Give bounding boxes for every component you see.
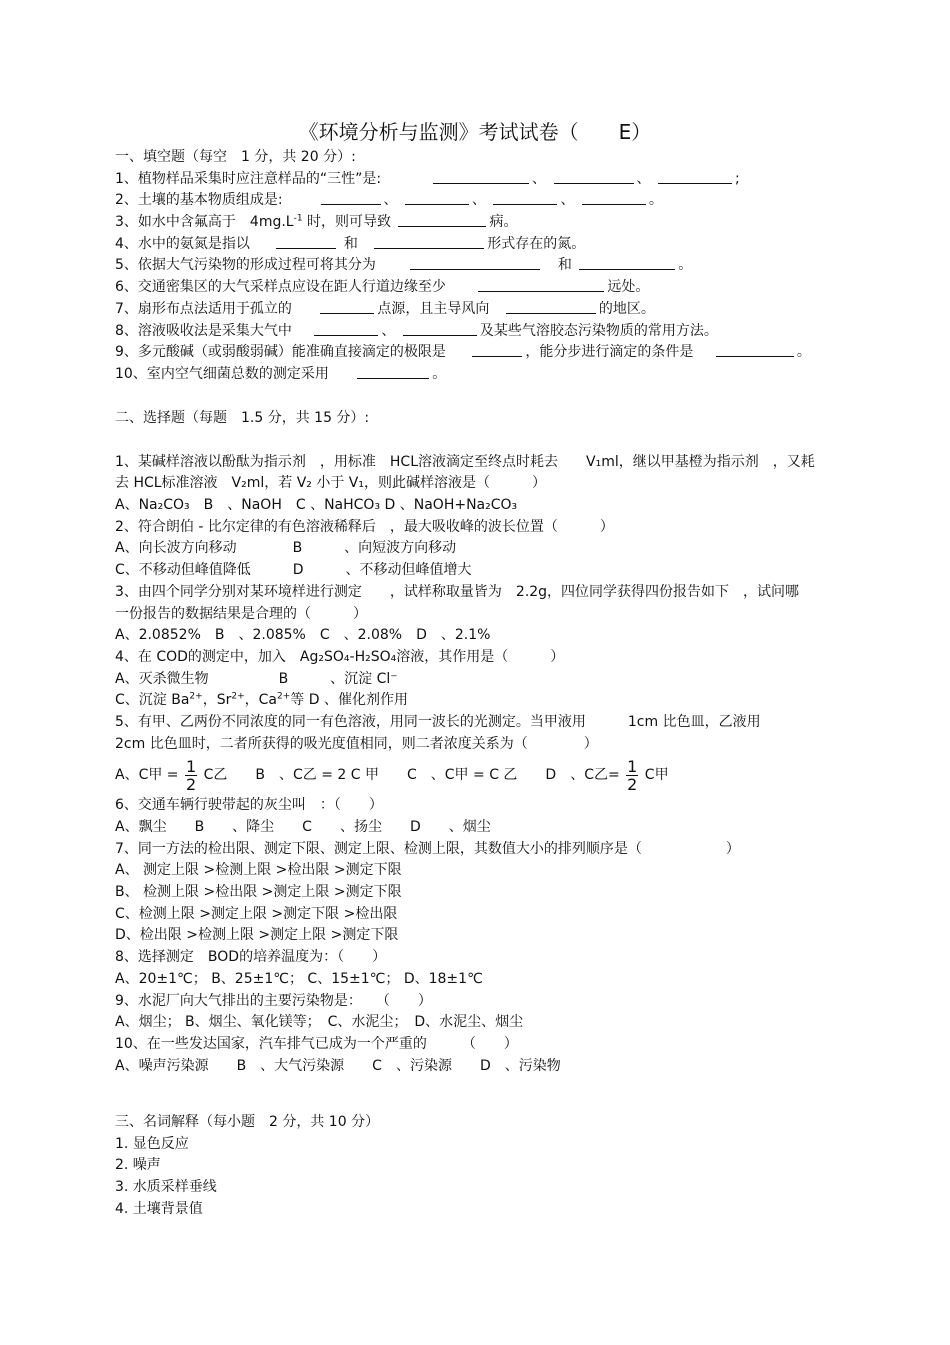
fraction: $\frac{1}{2}$ xyxy=(186,756,197,794)
question-2-2-options: C、不移动但峰值降低 D 、不移动但峰值增大 xyxy=(115,562,472,579)
question-1-10: 10、室内空气细菌总数的测定采用 。 xyxy=(115,365,447,382)
question-2-7-option-d: D、检出限 >检测上限 >测定上限 >测定下限 xyxy=(115,927,399,944)
answer-blank[interactable] xyxy=(398,212,486,227)
question-2-8-options: A、20±1℃； B、25±1℃； C、15±1℃； D、18±1℃ xyxy=(115,970,483,987)
question-2-9-options: A、烟尘； B、烟尘、氧化镁等； C、水泥尘； D、水泥尘、烟尘 xyxy=(115,1014,524,1031)
question-2-9: 9、水泥厂向大气排出的主要污染物是： （ ） xyxy=(115,992,432,1009)
question-2-7-option-b: B、 检测上限 >检出限 >测定上限 >测定下限 xyxy=(115,884,402,901)
definition-item: 4. 土壤背景值 xyxy=(115,1200,203,1217)
question-1-3: 3、如水中含氟高于 $4mg.L^{-1}$ 时，则可导致 病。 xyxy=(115,213,518,231)
answer-blank[interactable] xyxy=(374,234,484,249)
answer-blank[interactable] xyxy=(716,342,794,357)
answer-blank[interactable] xyxy=(493,190,557,205)
answer-blank[interactable] xyxy=(357,364,429,379)
page-title: 《环境分析与监测》考试试卷（ E） xyxy=(298,120,652,144)
question-2-10-options: A、噪声污染源 B 、大气污染源 C 、污染源 D 、污染物 xyxy=(115,1057,561,1074)
question-2-4-options: C、沉淀 $Ba^{2+}$，$Sr^{2+}$，$Ca^{2+}$等 D 、催化剂作用 xyxy=(115,691,408,709)
question-2-8: 8、选择测定 BOD的培养温度为：（ ） xyxy=(115,949,387,966)
question-1-2: 2、土壤的基本物质组成是: 、 、 、 。 xyxy=(115,192,663,209)
answer-blank[interactable] xyxy=(314,321,378,336)
answer-blank[interactable] xyxy=(579,255,675,270)
question-2-1-cont: 去 HCL标准溶液 V₂ml，若 V₂ 小于 V₁，则此碱样溶液是（ ） xyxy=(115,475,546,492)
question-2-6: 6、交通车辆行驶带起的灰尘叫 ：（ ） xyxy=(115,797,383,814)
section-header: 一、填空题（每空 1 分，共 20 分）: xyxy=(115,149,356,165)
answer-blank[interactable] xyxy=(321,190,381,205)
fraction: $\frac{1}{2}$ xyxy=(627,756,638,794)
question-1-7: 7、扇形布点法适用于孤立的 点源，且主导风向 的地区。 xyxy=(115,300,655,317)
question-1-6: 6、交通密集区的大气采样点应设在距人行道边缘至少 远处。 xyxy=(115,279,650,296)
answer-blank[interactable] xyxy=(658,169,732,184)
question-2-5: 5、有甲、乙两份不同浓度的同一有色溶液，用同一波长的光测定。当甲液用 1cm 比色皿，乙液用 xyxy=(115,713,761,730)
answer-blank[interactable] xyxy=(478,277,604,292)
answer-blank[interactable] xyxy=(472,342,522,357)
question-2-4: 4、在 COD的测定中，加入 Ag₂SO₄-H₂SO₄溶液，其作用是（ ） xyxy=(115,648,565,665)
section-definitions xyxy=(115,1112,845,1220)
answer-blank[interactable] xyxy=(405,190,469,205)
question-2-2: 2、符合朗伯 - 比尔定律的有色溶液稀释后 ，最大吸收峰的波长位置（ ） xyxy=(115,518,614,535)
question-2-1-options: A、Na₂CO₃ B 、NaOH C 、NaHCO₃ D 、NaOH+Na₂CO₃ xyxy=(115,497,518,514)
question-2-5-options: A、C甲 = $\frac{1}{2}$ C乙 B 、C乙 = 2 C 甲 C 、C甲 = C 乙 D 、C乙= $\frac{1}{2}$ C甲 xyxy=(115,756,669,794)
definition-item: 3. 水质采样垂线 xyxy=(115,1179,217,1196)
answer-blank[interactable] xyxy=(320,299,374,314)
answer-blank[interactable] xyxy=(410,255,540,270)
question-2-4-options: A、灭杀微生物 B 、沉淀 Cl⁻ xyxy=(115,670,398,687)
question-2-7: 7、同一方法的检出限、测定下限、测定上限、检测上限，其数值大小的排列顺序是（ ） xyxy=(115,840,740,857)
question-2-10: 10、在一些发达国家，汽车排气已成为一个严重的 （ ） xyxy=(115,1035,518,1052)
section-multiple-choice xyxy=(115,408,845,1077)
answer-blank[interactable] xyxy=(582,190,646,205)
question-2-6-options: A、飘尘 B 、降尘 C 、扬尘 D 、烟尘 xyxy=(115,819,491,835)
question-2-3-options: A、2.0852% B 、2.085% C 、2.08% D 、2.1% xyxy=(115,627,491,644)
answer-blank[interactable] xyxy=(403,321,477,336)
question-2-5-cont: 2cm 比色皿时，二者所获得的吸光度值相同，则二者浓度关系为（ ） xyxy=(115,735,598,752)
question-2-7-option-c: C、检测上限 >测定上限 >测定下限 >检出限 xyxy=(115,905,398,922)
question-2-3: 3、由四个同学分别对某环境样进行测定 ，试样称取量皆为 2.2g，四位同学获得四份报告如下 ，试问哪 xyxy=(115,583,800,600)
section-fill-blank xyxy=(115,147,845,386)
question-1-4: 4、水中的氨氮是指以 和 形式存在的氮。 xyxy=(115,235,586,252)
question-1-5: 5、依据大气污染物的形成过程可将其分为 和 。 xyxy=(115,257,693,274)
question-2-7-option-a: A、 测定上限 >检测上限 >检出限 >测定下限 xyxy=(115,862,402,879)
definition-item: 1. 显色反应 xyxy=(115,1135,189,1152)
question-2-2-options: A、向长波方向移动 B 、向短波方向移动 xyxy=(115,540,457,557)
question-2-1: 1、某碱样溶液以酚酞为指示剂 ，用标准 HCL溶液滴定至终点时耗去 V₁ml，继以甲基橙为指示剂 ，又耗 xyxy=(115,453,815,470)
answer-blank[interactable] xyxy=(554,169,634,184)
section-header: 三、名词解释（每小题 2 分，共 10 分） xyxy=(115,1114,380,1130)
question-1-9: 9、多元酸碱（或弱酸弱碱）能准确直接滴定的极限是 ，能分步进行滴定的条件是 。 xyxy=(115,344,811,361)
question-2-3-cont: 一份报告的数据结果是合理的（ ） xyxy=(115,605,367,622)
definition-item: 2. 噪声 xyxy=(115,1157,161,1174)
answer-blank[interactable] xyxy=(276,234,336,249)
answer-blank[interactable] xyxy=(506,299,596,314)
question-1-1: 1、植物样品采集时应注意样品的“三性”是: 、 、 ; xyxy=(115,170,740,187)
answer-blank[interactable] xyxy=(433,169,529,184)
question-1-8: 8、溶液吸收法是采集大气中 、 及某些气溶胶态污染物质的常用方法。 xyxy=(115,322,718,339)
section-header: 二、选择题（每题 1.5 分，共 15 分）: xyxy=(115,410,370,426)
